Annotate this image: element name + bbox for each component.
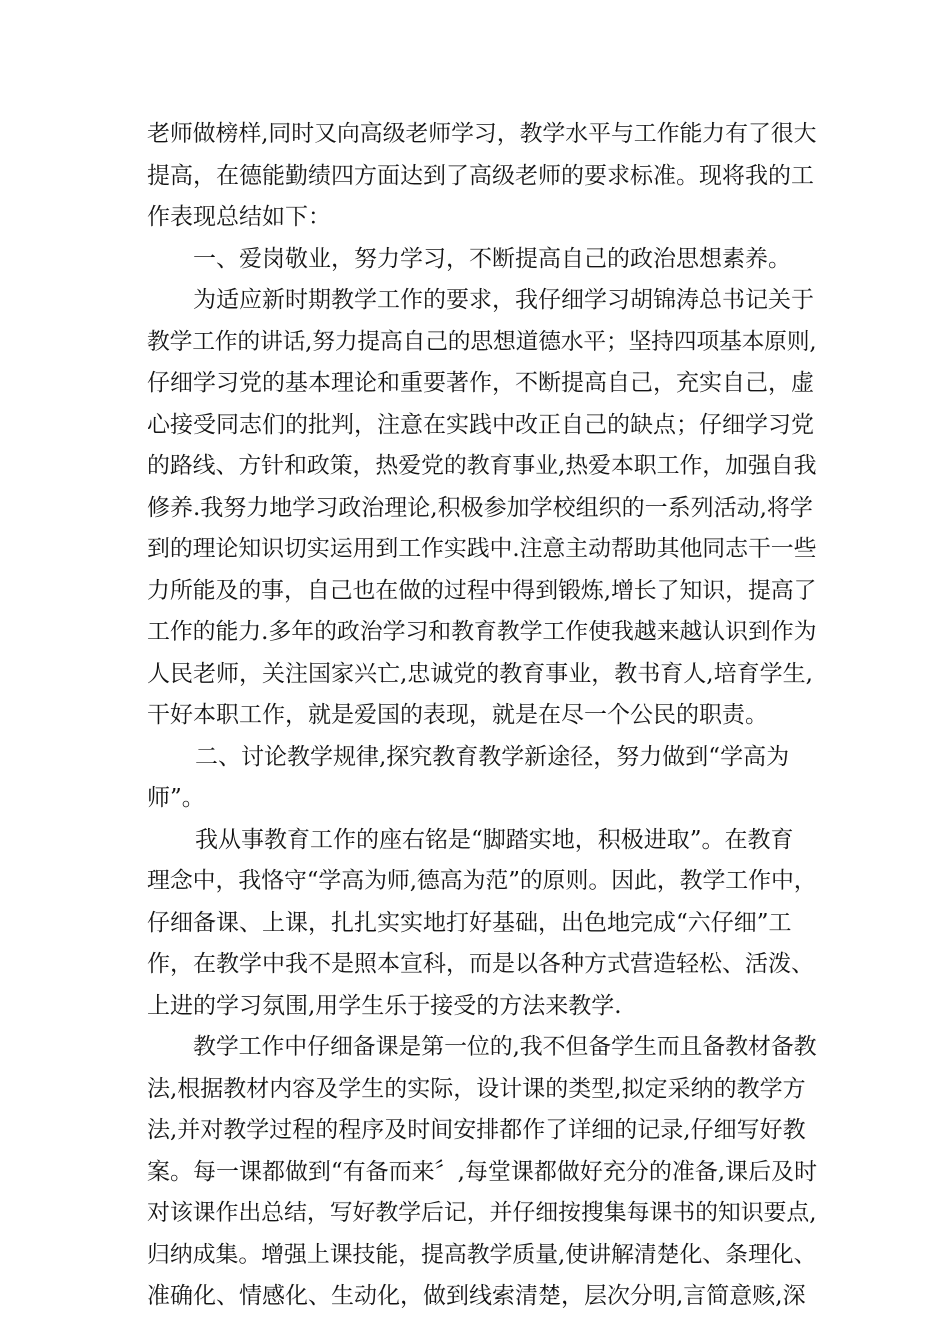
text-line: 教学工作中仔细备课是第一位的,我不但备学生而且备教材备教 <box>193 1034 817 1060</box>
text-line: 准确化、情感化、生动化，做到线索清楚，层次分明,言简意赅,深 <box>147 1283 806 1309</box>
text-line: 到的理论知识切实运用到工作实践中.注意主动帮助其他同志干一些 <box>147 536 817 562</box>
text-line: 提高，在德能勤绩四方面达到了高级老师的要求标准。现将我的工 <box>147 162 814 189</box>
text-line: 法,根据教材内容及学生的实际，设计课的类型,拟定采纳的教学方 <box>147 1075 806 1102</box>
text-line: 工作的能力.多年的政治学习和教育教学工作使我越来越认识到作为 <box>147 619 817 645</box>
text-line: 修养.我努力地学习政治理论,积极参加学校组织的一系列活动,将学 <box>147 494 813 521</box>
text-line: 法,并对教学过程的程序及时间安排都作了详细的记录,仔细写好教 <box>147 1117 806 1143</box>
text-line: 案。每一课都做到“有备而来〞,每堂课都做好充分的准备,课后及时 <box>147 1158 818 1185</box>
text-line: 对该课作出总结，写好教学后记，并仔细按搜集每课书的知识要点, <box>147 1200 817 1226</box>
text-line: 仔细学习党的基本理论和重要著作，不断提高自己，充实自己，虚 <box>147 370 814 396</box>
text-line: 作表现总结如下： <box>147 204 331 230</box>
text-line: 老师做榜样,同时又向高级老师学习，教学水平与工作能力有了很大 <box>147 121 817 147</box>
document-body <box>147 114 817 1318</box>
text-line: 仔细备课、上课，扎扎实实地打好基础，出色地完成“六仔细”工 <box>147 909 792 936</box>
section-heading: 一、爱岗敬业，努力学习，不断提高自己的政治思想素养。 <box>193 245 791 272</box>
text-line: 力所能及的事，自己也在做的过程中得到锻炼,增长了知识，提高了 <box>147 577 817 604</box>
text-line: 心接受同志们的批判，注意在实践中改正自己的缺点；仔细学习党 <box>147 411 814 438</box>
text-line: 人民老师，关注国家兴亡,忠诚党的教育事业，教书育人,培育学生, <box>147 660 813 687</box>
text-line: 师”。 <box>147 785 205 811</box>
text-line: 理念中，我恪守“学高为师,德高为范”的原则。因此，教学工作中， <box>147 868 817 894</box>
section-heading: 二、讨论教学规律,探究教育教学新途径，努力做到“学高为 <box>195 743 790 770</box>
text-line: 为适应新时期教学工作的要求，我仔细学习胡锦涛总书记关于 <box>193 287 814 313</box>
text-line: 作，在教学中我不是照本宣科，而是以各种方式营造轻松、活泼、 <box>147 951 814 977</box>
text-line: 我从事教育工作的座右铭是“脚踏实地，积极进取”。在教育 <box>195 826 794 853</box>
text-line: 归纳成集。增强上课技能，提高教学质量,使讲解清楚化、条理化、 <box>147 1241 817 1268</box>
text-line: 的路线、方针和政策，热爱党的教育事业,热爱本职工作，加强自我 <box>147 453 817 479</box>
text-line: 上进的学习氛围,用学生乐于接受的方法来教学. <box>147 992 622 1019</box>
text-line: 教学工作的讲话,努力提高自己的思想道德水平；坚持四项基本原则, <box>147 328 817 355</box>
text-line: 干好本职工作，就是爱国的表现，就是在尽一个公民的职责。 <box>147 702 768 728</box>
